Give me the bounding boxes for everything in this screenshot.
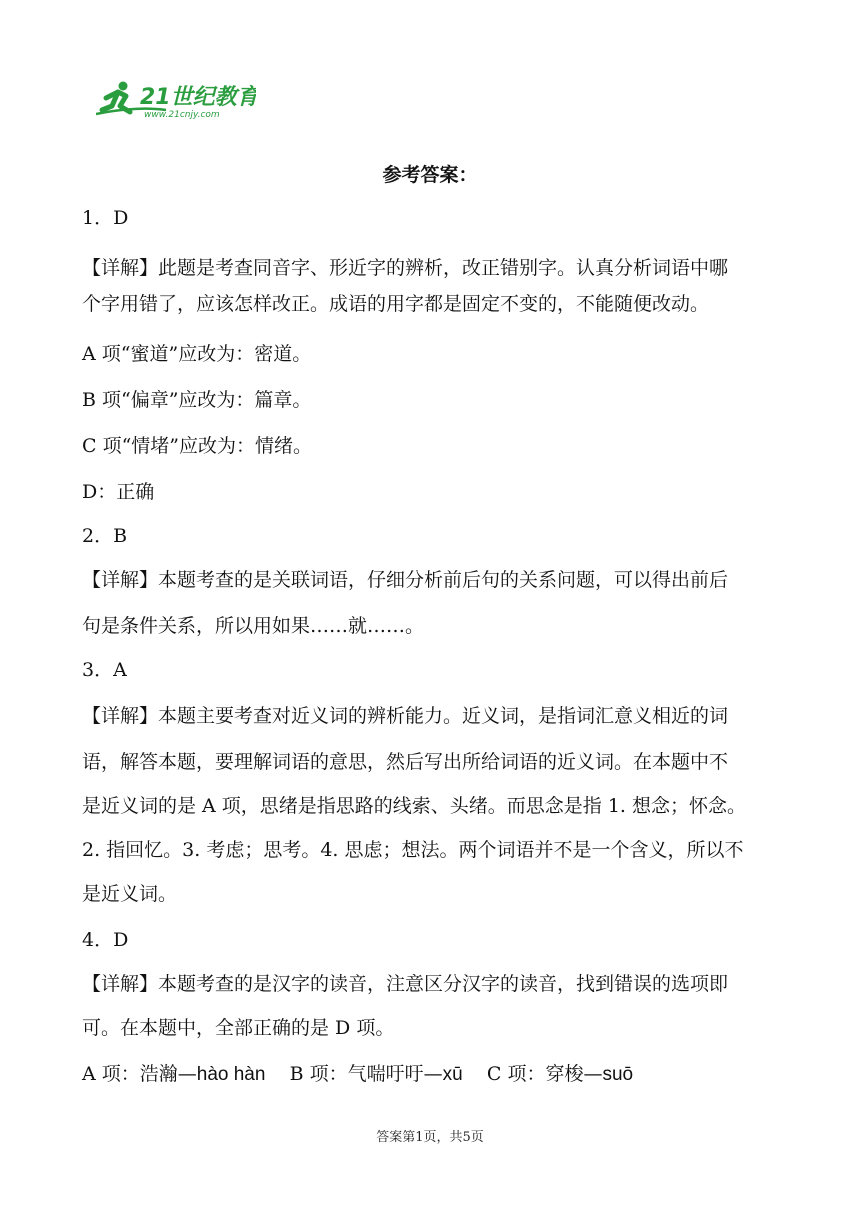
text-line: A 项“蜜道”应改为：密道。 [82, 343, 312, 365]
brand-url: www.21cnjy.com [144, 110, 220, 120]
text-line: 2．B [82, 525, 128, 547]
brand-name: 21世纪教育 [140, 85, 256, 110]
option-b-label: B 项：气喘吁吁— [289, 1063, 443, 1085]
text-line: 句是条件关系，所以用如果……就……。 [82, 615, 425, 637]
text-line: 2. 指回忆。3. 考虑；思考。4. 思虑；想法。两个词语并不是一个含义，所以不 [82, 839, 744, 861]
option-a-label: A 项：浩瀚— [82, 1063, 197, 1085]
page-footer: 答案第1页，共5页 [376, 1130, 484, 1145]
text-line: 4．D [82, 929, 129, 951]
pinyin-options-line [82, 1060, 782, 1089]
text-line: 【详解】此题是考查同音字、形近字的辨析，改正错别字。认真分析词语中哪 [82, 257, 729, 279]
text-line: 可。在本题中，全部正确的是 D 项。 [82, 1017, 395, 1039]
option-c-pinyin: suō [602, 1064, 634, 1085]
option-b-pinyin: xū [442, 1064, 463, 1085]
runner-icon [96, 80, 256, 120]
text-line: D：正确 [82, 481, 155, 503]
text-line: 3．A [82, 659, 127, 681]
text-line: 【详解】本题考查的是汉字的读音，注意区分汉字的读音，找到错误的选项即 [82, 973, 729, 995]
option-a-pinyin: hào hàn [196, 1064, 266, 1085]
option-c-label: C 项：穿梭— [486, 1063, 603, 1085]
text-line: B 项“偏章”应改为：篇章。 [82, 389, 312, 411]
text-line: 语，解答本题，要理解词语的意思，然后写出所给词语的近义词。在本题中不 [82, 751, 729, 773]
text-line: 1．D [82, 207, 129, 229]
page-title: 参考答案： [382, 164, 478, 186]
text-line: 是近义词的是 A 项，思绪是指思路的线索、头绪。而思念是指 1. 想念；怀念。 [82, 795, 747, 817]
text-line: 个字用错了，应该怎样改正。成语的用字都是固定不变的，不能随便改动。 [82, 293, 710, 315]
text-line: C 项“情堵”应改为：情绪。 [82, 435, 313, 457]
brand-logo [96, 80, 256, 120]
text-line: 【详解】本题考查的是关联词语，仔细分析前后句的关系问题，可以得出前后 [82, 569, 729, 591]
text-line: 是近义词。 [82, 883, 178, 905]
text-line: 【详解】本题主要考查对近义词的辨析能力。近义词，是指词汇意义相近的词 [82, 705, 729, 727]
